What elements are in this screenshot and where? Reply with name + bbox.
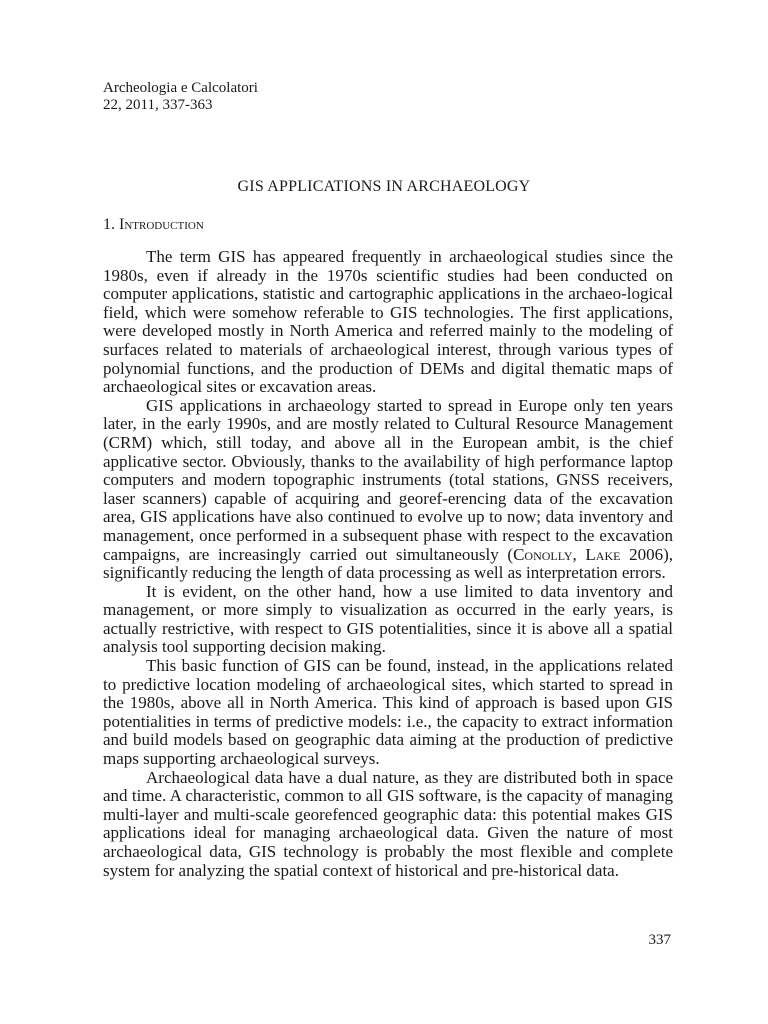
paragraph-4: This basic function of GIS can be found, instead, in the applications related to predictive location modeling of archaeological sites, which started to spread in the 1980s, above all in North America. This kind of approach is based upon GIS potentialities in terms of predictive models: i.e., the capacity to extract information and build models based on geographic data aiming at the production of predictive maps supporting archaeological surveys. (103, 656, 673, 769)
citation-authors: Conolly, Lake (513, 544, 621, 564)
section-name: Introduction (119, 216, 204, 233)
section-heading (103, 216, 204, 234)
paragraph-2 (103, 397, 673, 583)
paragraph-5: Archaeological data have a dual nature, as they are distributed both in space and time. A characteristic, common to all GIS software, is the capacity of managing multi-layer and multi-scale georefenced geographic data: this potential makes GIS applications ideal for managing archaeological data. Given the nature of most archaeological data, GIS technology is probably the most flexible and complete system for analyzing the spatial context of historical and pre-historical data. (103, 767, 673, 880)
journal-volume-pages: 22, 2011, 337-363 (103, 97, 213, 113)
page-number: 337 (648, 932, 671, 948)
journal-header (103, 80, 258, 114)
article-body (103, 248, 673, 880)
paragraph-2-text-after: 2006), significantly reducing the length of data processing as well as interpretation errors. (103, 544, 673, 583)
paragraph-2-text-before: GIS applications in archaeology started to spread in Europe only ten years later, in the early 1990s, and are mostly related to Cultural Resource Management (CRM) which, still today, and above all in the European ambit, is the chief applicative sector. Obviously, thanks to the availability of high performance laptop computers and modern topographic instruments (total stations, GNSS receivers, laser scanners) capable of acquiring and georef-erencing data of the excavation area, GIS applications have also continued to evolve up to now; data inventory and management, once performed in a subsequent phase with respect to the excavation campaigns, are increasingly carried out simultaneously ( (103, 395, 673, 564)
section-number: 1. (103, 216, 119, 233)
journal-name: Archeologia e Calcolatori (103, 80, 258, 96)
paragraph-3: It is evident, on the other hand, how a use limited to data inventory and management, or more simply to visualization as occurred in the early years, is actually restrictive, with respect to GIS potentialities, since it is above all a spatial analysis tool supporting decision making. (103, 581, 673, 657)
article-title: GIS APPLICATIONS IN ARCHAEOLOGY (237, 178, 531, 195)
paragraph-1: The term GIS has appeared frequently in archaeological studies since the 1980s, even if already in the 1970s scientific studies had been conducted on computer applications, statistic and cartographic applications in the archaeo-logical field, which were somehow referable to GIS technologies. The first applications, were developed mostly in North America and referred mainly to the modeling of surfaces related to materials of archaeological interest, through various types of polynomial functions, and the production of DEMs and digital thematic maps of archaeological sites or excavation areas. (103, 247, 673, 397)
